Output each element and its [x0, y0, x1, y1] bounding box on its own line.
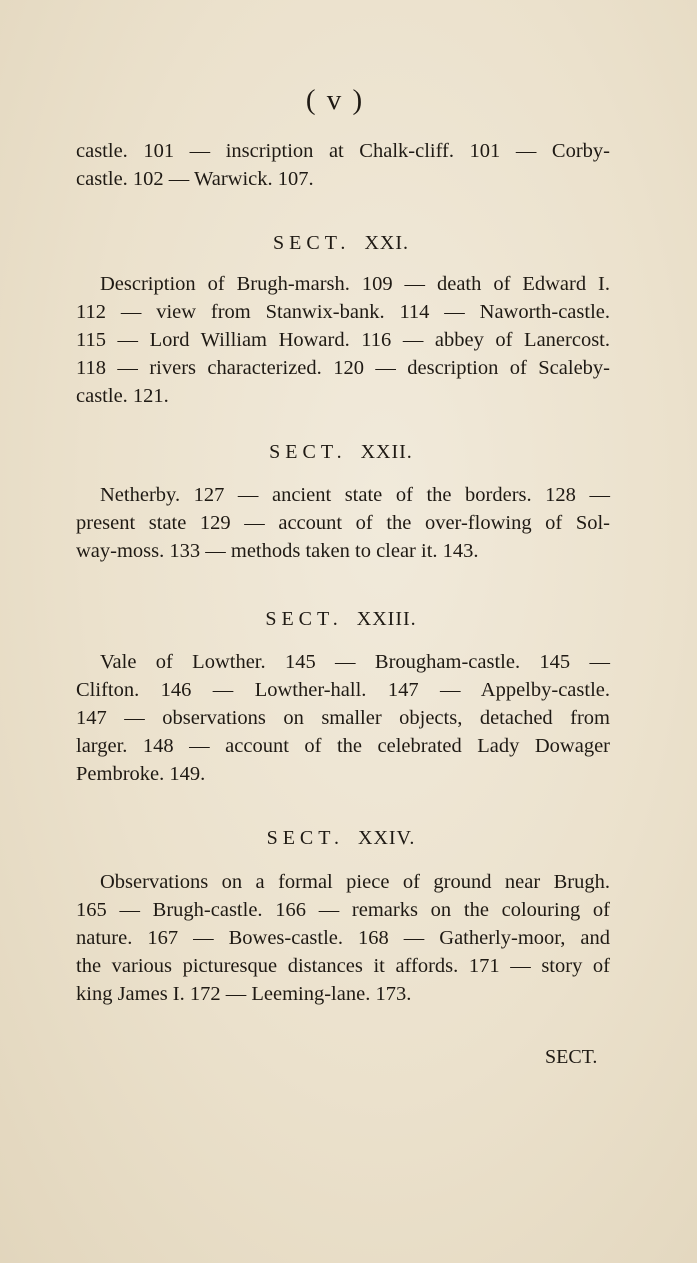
text-line: castle. 121.	[76, 385, 169, 407]
text-line: 165 — Brugh-castle. 166 — remarks on the colouring of	[76, 899, 610, 921]
section-heading-xxiv	[0, 827, 682, 850]
section-heading-xxi	[0, 232, 682, 255]
text-line: 147 — observations on smaller objects, detached from	[76, 707, 610, 729]
section-xxi-paragraph	[76, 270, 610, 410]
text-line: way-moss. 133 — methods taken to clear it. 143.	[76, 540, 479, 562]
page-number: ( v )	[305, 84, 365, 116]
section-numeral: XXIV.	[358, 827, 416, 849]
section-xxii-paragraph	[76, 481, 610, 565]
text-line: Vale of Lowther. 145 — Brougham-castle. 145 —	[100, 651, 610, 673]
text-line: nature. 167 — Bowes-castle. 168 — Gatherly-moor, and	[76, 927, 610, 949]
catchword: SECT.	[545, 1046, 598, 1068]
text-line: 115 — Lord William Howard. 116 — abbey of Lanercost.	[76, 329, 610, 351]
text-line: 112 — view from Stanwix-bank. 114 — Naworth-castle.	[76, 301, 610, 323]
section-label: SECT.	[273, 232, 351, 254]
text-line: the various picturesque distances it affords. 171 — story of	[76, 955, 610, 977]
section-heading-xxii	[0, 441, 682, 464]
text-line: Pembroke. 149.	[76, 763, 206, 785]
section-xxiv-paragraph	[76, 868, 610, 1008]
text-line: Clifton. 146 — Lowther-hall. 147 — Appelby-castle.	[76, 679, 610, 701]
section-label: SECT.	[269, 441, 347, 463]
section-xxiii-paragraph	[76, 648, 610, 788]
text-line: Observations on a formal piece of ground near Brugh.	[100, 871, 610, 893]
section-label: SECT.	[265, 608, 343, 630]
text-line: 118 — rivers characterized. 120 — description of Scaleby-	[76, 357, 610, 379]
text-line: king James I. 172 — Leeming-lane. 173.	[76, 983, 412, 1005]
section-label: SECT.	[266, 827, 344, 849]
text-line: larger. 148 — account of the celebrated Lady Dowager	[76, 735, 610, 757]
continuation-paragraph	[76, 137, 610, 193]
text-line: Netherby. 127 — ancient state of the borders. 128 —	[100, 484, 610, 506]
text-line: present state 129 — account of the over-flowing of Sol-	[76, 512, 610, 534]
section-numeral: XXIII.	[356, 608, 417, 630]
text-line: castle. 101 — inscription at Chalk-cliff. 101 — Corby-	[76, 140, 610, 162]
text-line: Description of Brugh-marsh. 109 — death of Edward I.	[100, 273, 610, 295]
section-numeral: XXII.	[360, 441, 413, 463]
section-numeral: XXI.	[364, 232, 409, 254]
text-line: castle. 102 — Warwick. 107.	[76, 168, 314, 190]
section-heading-xxiii	[0, 608, 682, 631]
